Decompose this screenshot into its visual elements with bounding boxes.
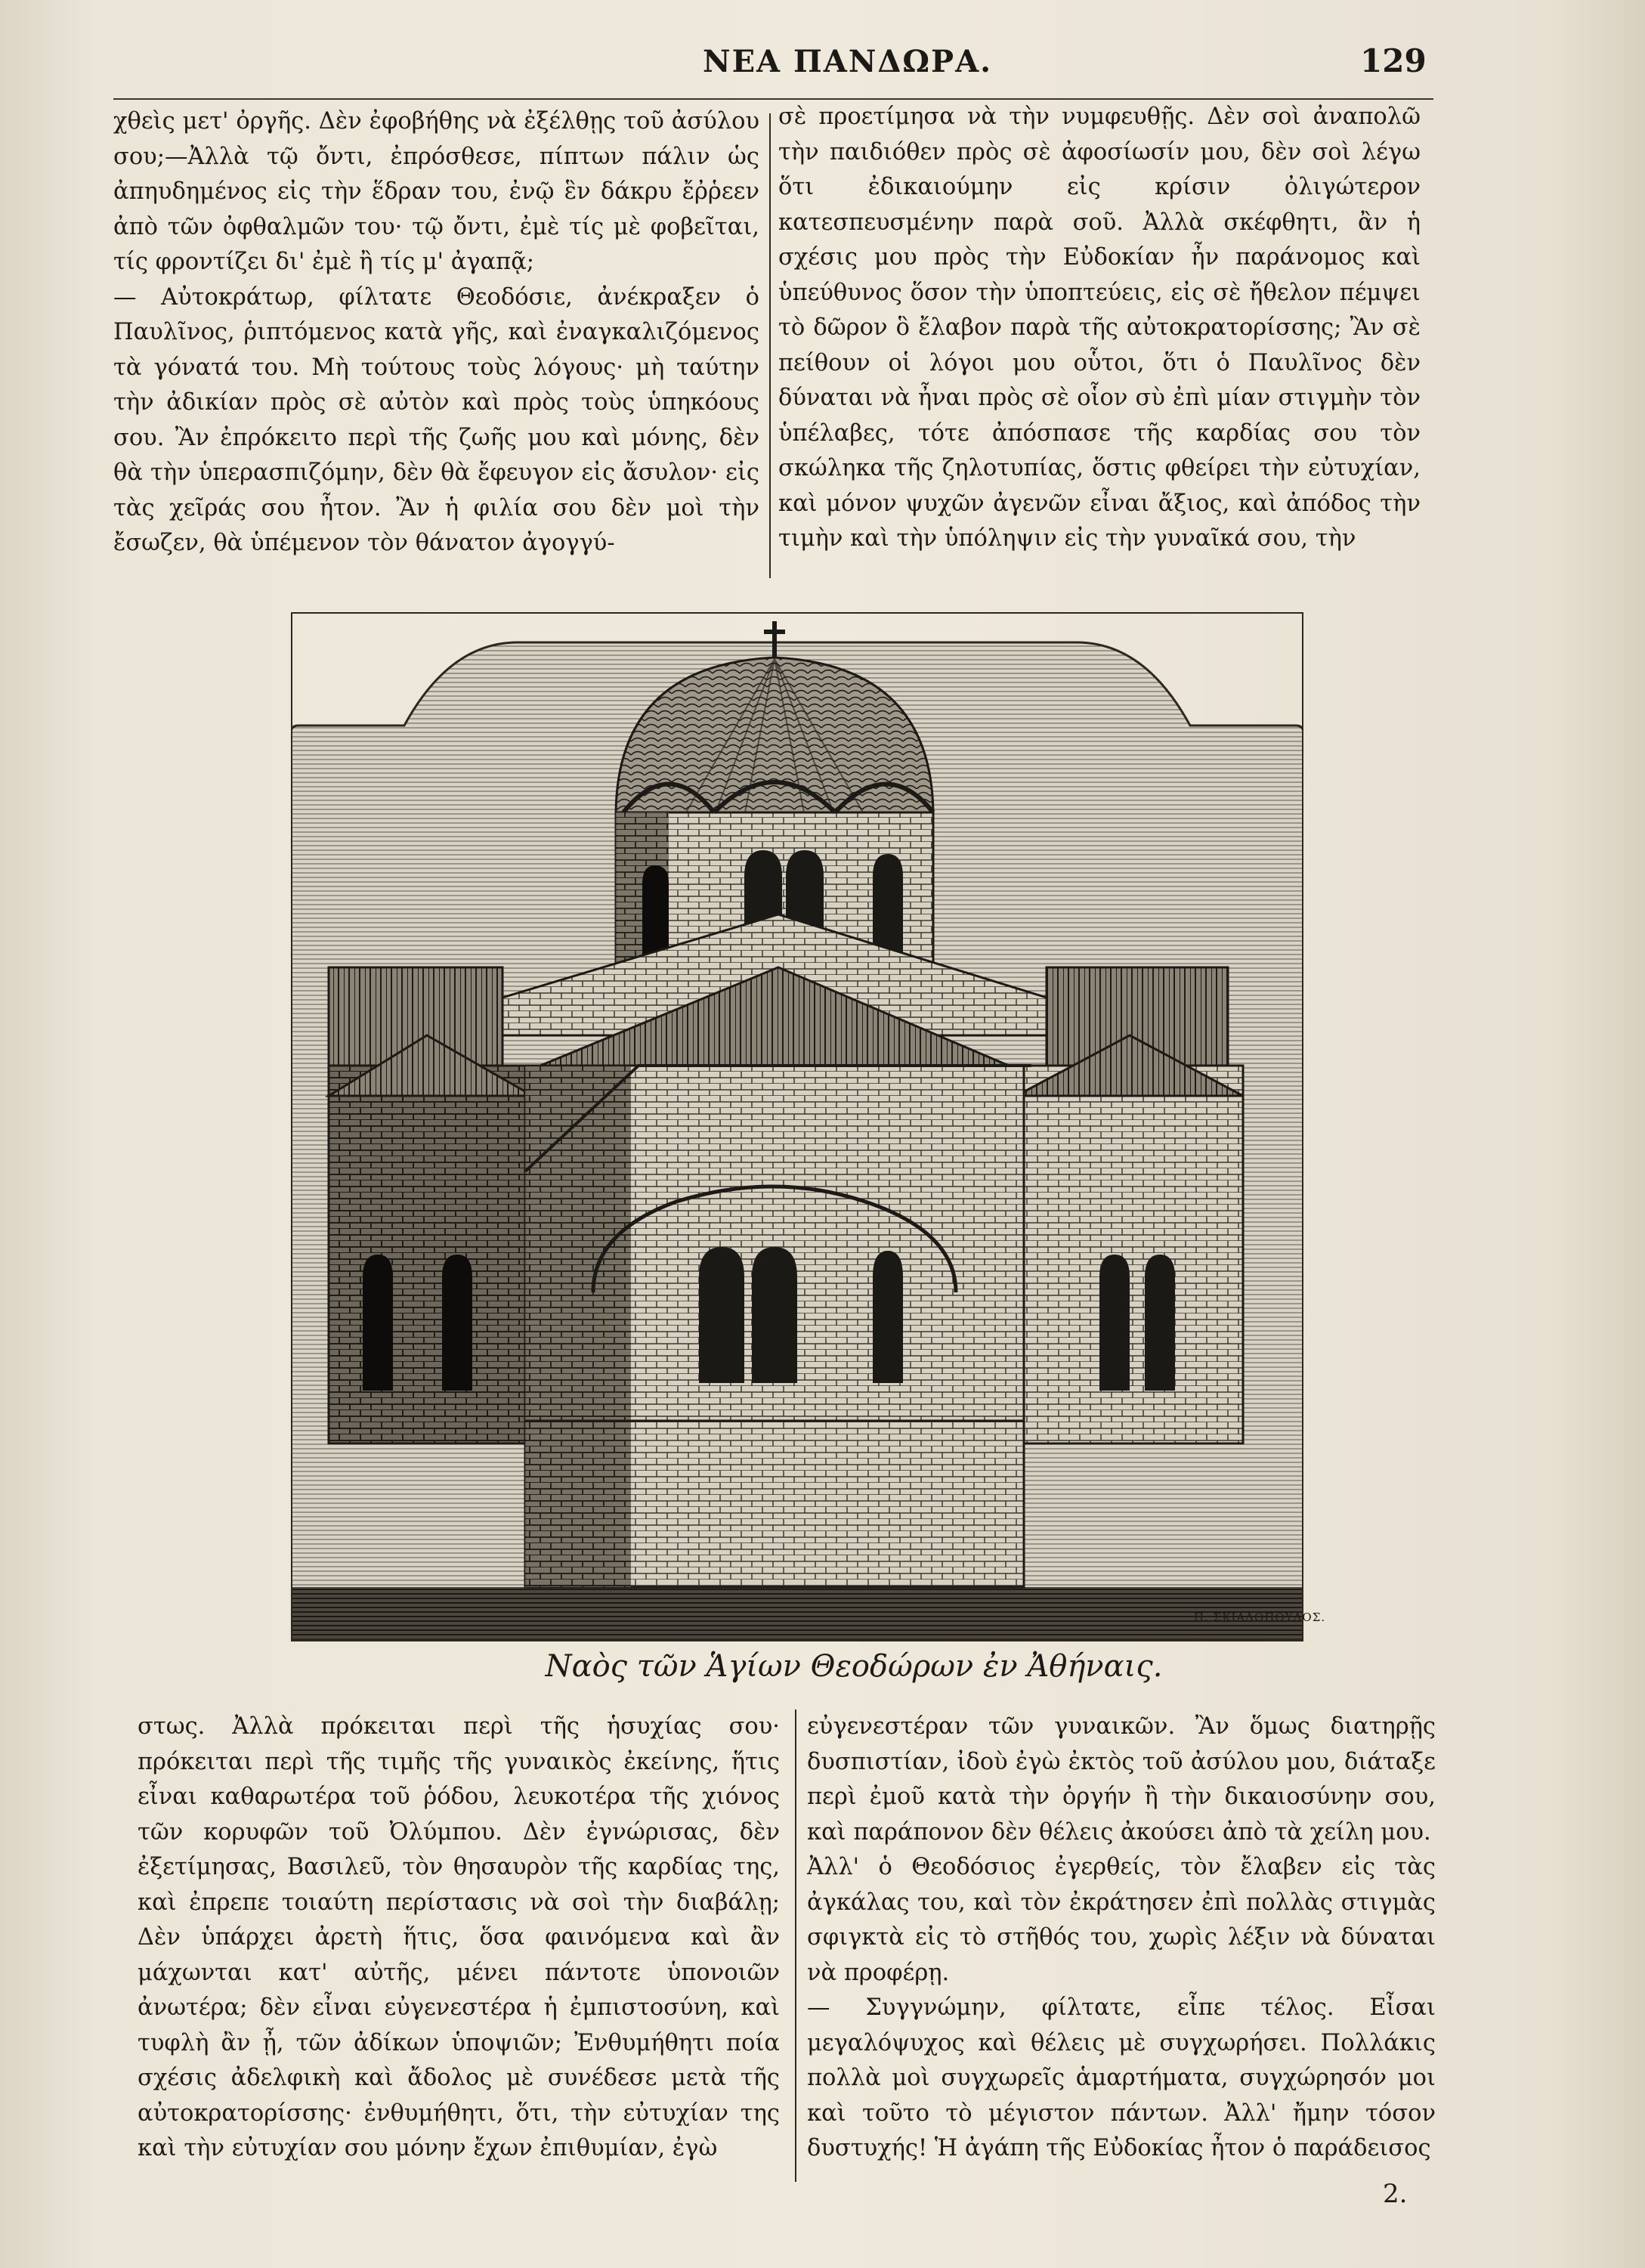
paragraph: στως. Ἀλλὰ πρόκειται περὶ τῆς ἡσυχίας σου· πρόκειται περὶ τῆς τιμῆς τῆς γυναικὸς ἐκείνης, ἥτις εἶναι καθαρωτέρα τοῦ ῥόδου, λευκοτέρα τῆς χιόνος τῶν κορυφῶν τοῦ Ὀλύμπου. Δὲν ἐγνώρισας, δὲν ἐξετίμησας, Βασιλεῦ, τὸν θησαυρὸν τῆς καρδίας της, καὶ ἐπρεπε τοιαύτη περίστασις νὰ σοὶ τὴν διαβάλῃ; Δὲν ὑπάρχει ἀρετὴ ἥτις, ὅσα φαινόμενα καὶ ἂν μάχωνται κατ' αὐτῆς, μένει πάντοτε ὑπονοιῶν ἀνωτέρα; δὲν εἶναι εὐγενεστέρα ἡ ἐμπιστοσύνη, καὶ τυφλὴ ἂν ᾖ, τῶν ἀδίκων ὑποψιῶν; Ἐνθυμήθητι ποία σχέσις ἀδελφικὴ καὶ ἄδολος μὲ συνέδεσε μετὰ τῆς αὐτοκρατορίσσης· ἐνθυμήθητι, ὅτι, τὴν εὐτυχίαν της καὶ τὴν εὐτυχίαν σου μόνην ἔχων ἐπιθυμίαν, ἐγὼ [138,1713,780,2161]
church-engraving [291,612,1303,1648]
paragraph: Ἀλλ' ὁ Θεοδόσιος ἐγερθείς, τὸν ἔλαβεν εἰς τὰς ἀγκάλας του, καὶ τὸν ἐκράτησεν ἐπὶ πολλὰς στιγμὰς σφιγκτὰ εἰς τὸ στῆθός του, χωρὶς λέξιν νὰ δύναται νὰ προφέρῃ. [807,1854,1436,1986]
running-title: ΝΕΑ ΠΑΝΔΩΡΑ. [703,44,993,79]
column-top-right [778,100,1421,557]
paragraph: σὲ προετίμησα νὰ τὴν νυμφευθῇς. Δὲν σοὶ ἀναπολῶ τὴν παιδιόθεν πρὸς σὲ ἀφοσίωσίν μου, δὲν σοὶ λέγω ὅτι ἐδικαιούμην εἰς κρίσιν ὀλιγώτερον κατεσπευσμένην παρὰ σοῦ. Ἀλλὰ σκέφθητι, ἂν ἡ σχέσις μου πρὸς τὴν Εὐδοκίαν ἦν παράνομος καὶ ὑπεύθυνος ὅσον τὴν ὑποπτεύεις, εἰς σὲ ἤθελον πέμψει τὸ δῶρον ὃ ἔλαβον παρὰ τῆς αὐτοκρατορίσσης; Ἂν σὲ πείθουν οἱ λόγοι μου οὗτοι, ὅτι ὁ Παυλῖνος δὲν δύναται νὰ ἦναι πρὸς σὲ οἷον σὺ ἐπὶ μίαν στιγμὴν τὸν ὑπέλαβες, τότε ἀπόσπασε τῆς καρδίας σου τὸν σκώληκα τῆς ζηλοτυπίας, ὅστις φθείρει τὴν εὐτυχίαν, καὶ μόνον ψυχῶν ἀγενῶν εἶναι ἄξιος, καὶ ἀπόδος τὴν τιμὴν καὶ τὴν ὑπόληψιν εἰς τὴν γυναῖκά σου, τὴν [778,104,1421,552]
column-bottom-right [807,1710,1436,2167]
illustration-caption: Ναὸς τῶν Ἁγίων Θεοδώρων ἐν Ἀθήναις. [545,1649,1163,1684]
engraver-signature: Π. ΣΚΙΑΔΟΠΟΥΛΟΣ. [1194,1610,1326,1624]
paragraph: — Συγγνώμην, φίλτατε, εἶπε τέλος. Εἶσαι μεγαλόψυχος καὶ θέλεις μὲ συγχωρήσει. Πολλάκις πολλὰ μοὶ συγχωρεῖς ἁμαρτήματα, συγχώρησόν μοι καὶ τοῦτο τὸ μέγιστον πάντων. Ἀλλ' ἤμην τόσον δυστυχής! Ἡ ἀγάπη τῆς Εὐδοκίας ἦτον ὁ παράδεισος [807,1994,1436,2161]
column-divider [769,113,771,578]
paragraph: εὐγενεστέραν τῶν γυναικῶν. Ἂν ὅμως διατηρῇς δυσπιστίαν, ἰδοὺ ἐγὼ ἐκτὸς τοῦ ἀσύλου μου, διάταξε περὶ ἐμοῦ κατὰ τὴν ὀργήν ἢ τὴν δικαιοσύνην σου, καὶ παράπονον δὲν θέλεις ἀκούσει ἀπὸ τὰ χείλη μου. [807,1713,1436,1846]
sheet-signature-mark: 2. [1383,2179,1408,2209]
column-bottom-left [138,1710,780,2167]
paragraph: — Αὐτοκράτωρ, φίλτατε Θεοδόσιε, ἀνέκραξεν ὁ Παυλῖνος, ῥιπτόμενος κατὰ γῆς, καὶ ἐναγκαλιζόμενος τὰ γόνατά του. Μὴ τούτους τοὺς λόγους· μὴ ταύτην τὴν ἀδικίαν πρὸς σὲ αὐτὸν καὶ πρὸς τοὺς ὑπηκόους σου. Ἂν ἐπρόκειτο περὶ τῆς ζωῆς μου καὶ μόνης, δὲν θὰ τὴν ὑπερασπιζόμην, δὲν θὰ ἔφευγον εἰς ἄσυλον· εἰς τὰς χεῖράς σου ἦτον. Ἂν ἡ φιλία σου δὲν μοὶ τὴν ἔσωζεν, θὰ ὑπέμενον τὸν θάνατον ἀγογγύ- [113,283,759,556]
page-number: 129 [1360,42,1427,79]
column-divider [795,1710,796,2182]
column-top-left [113,104,759,562]
paragraph: χθεὶς μετ' ὀργῆς. Δὲν ἐφοβήθης νὰ ἐξέλθῃς τοῦ ἀσύλου σου;—Ἀλλὰ τῷ ὄντι, ἐπρόσθεσε, πίπτων πάλιν ὡς ἀπηυδημένος εἰς τὴν ἕδραν του, ἐνῷ ἓν δάκρυ ἔῤῥεεν ἀπὸ τῶν ὀφθαλμῶν του· τῷ ὄντι, ἐμὲ τίς μὲ φοβεῖται, τίς φροντίζει δι' ἐμὲ ἢ τίς μ' ἀγαπᾷ; [113,108,759,275]
